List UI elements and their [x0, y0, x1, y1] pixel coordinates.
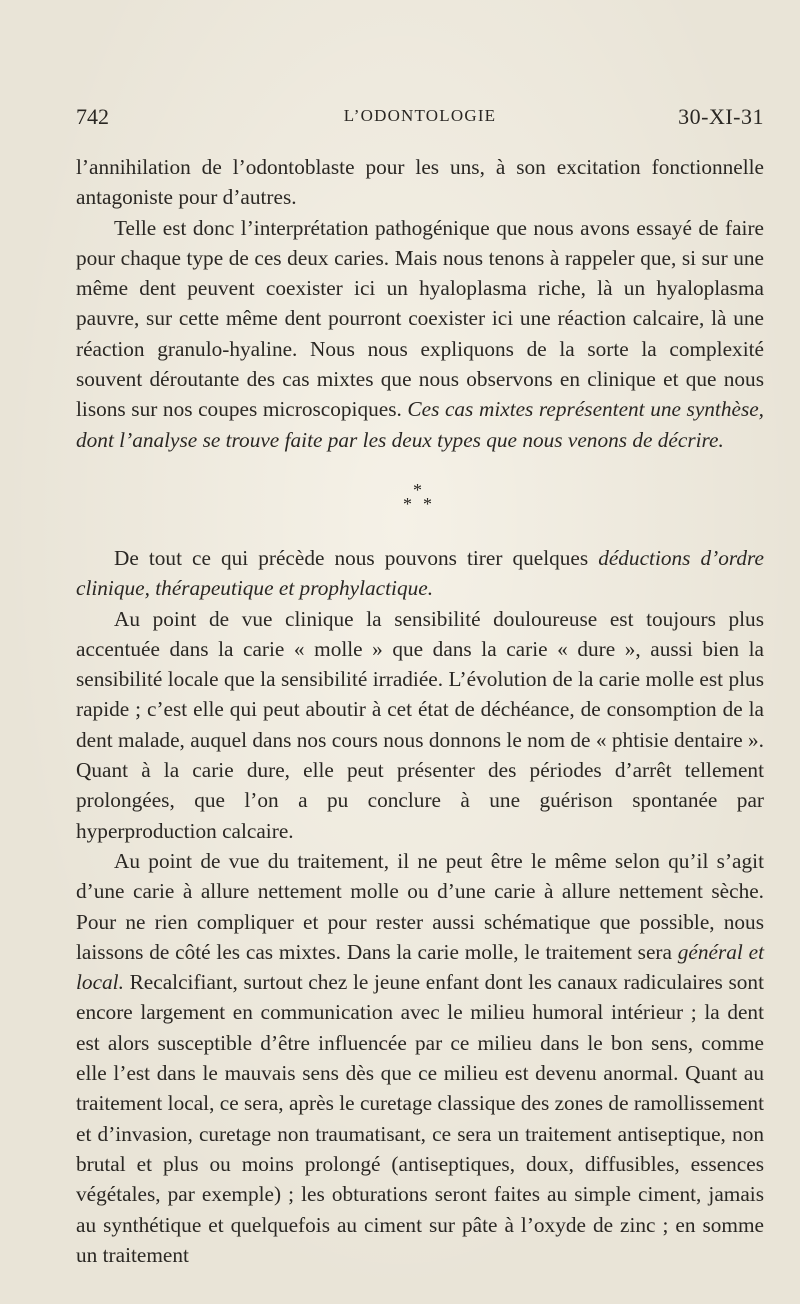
journal-title: L’ODONTOLOGIE — [343, 106, 497, 125]
running-header — [76, 104, 764, 134]
paragraph-interpretation — [76, 213, 764, 455]
paragraph-text: Telle est donc l’interprétation pathogénique que nous avons essayé de faire pour chaque type de ces deux caries. Mais nous tenons à rappeler que, si sur une même dent peuvent coexister ici un hyaloplasma riche, là un hyaloplasma pauvre, sur cette même dent pourront coexister ici une réaction calcaire, là une réaction granulo-hyaline. Nous nous expliquons de la sorte la complexité souvent déroutante des cas mixtes que nous observons en clinique et que nous lisons sur nos coupes microscopiques. — [76, 215, 764, 422]
paragraph-italic-text: général et local. — [76, 939, 764, 995]
body-text — [76, 152, 764, 1270]
paragraph-italic-text: déductions d’ordre clinique, thérapeutique et prophylactique. — [76, 545, 764, 601]
paragraph-italic-text: Ces cas mixtes représentent une synthèse, dont l’analyse se trouve faite par les deux types que nous venons de décrire. — [76, 397, 765, 452]
paragraph-deductions — [76, 543, 764, 604]
paragraph-text: Recalcifiant, surtout chez le jeune enfant dont les canaux radiculaires sont encore largement en communication avec le milieu humoral intérieur ; la dent est alors susceptible d’être influencée par ce milieu dans le bon sens, comme elle l’est dans le mauvais sens dès que ce milieu est devenu anormal. Quant au traitement local, ce sera, après le curetage classique des zones de ramollissement et d’invasion, curetage non traumatisant, ce sera un traitement antiseptique, non brutal et plus ou moins prolongé (antiseptiques, doux, diffusibles, essences végétales, par exemple) ; les obturations seront faites au simple ciment, jamais au synthétique et quelquefois au ciment sur pâte à l’oxyde de zinc ; en somme un traitement — [76, 970, 764, 1267]
paragraph-clinical: Au point de vue clinique la sensibilité douloureuse est toujours plus accentuée dans la carie « molle » que dans la carie « dure », aussi bien la sensibilité locale que la sensibilité irradiée. L’évolution de la carie molle est plus rapide ; c’est elle qui peut aboutir à cet état de déchéance, de consomption de la dent malade, auquel dans nos cours nous donnons le nom de « phtisie dentaire ». Quant à la carie dure, elle peut présenter des périodes d’arrêt tellement prolongées, que l’on a pu conclure à une guérison spontanée par hyperproduction calcaire. — [76, 606, 764, 843]
page-number: 742 — [76, 104, 109, 129]
paragraph-continuation: l’annihilation de l’odontoblaste pour les uns, à son excitation fonctionnelle antagoniste pour d’autres. — [76, 155, 764, 210]
paragraph-text: De tout ce qui précède nous pouvons tirer quelques — [114, 545, 599, 570]
issue-date: 30-XI-31 — [678, 104, 764, 129]
paragraph-treatment — [76, 846, 764, 1270]
paragraph-text: Au point de vue du traitement, il ne peut être le même selon qu’il s’agit d’une carie à allure nettement molle ou d’une carie à allure nettement sèche. Pour ne rien compliquer et pour rester aussi schématique que possible, nous laissons de côté les cas mixtes. Dans la carie molle, le traitement sera — [76, 848, 764, 964]
separator-star: * — [413, 479, 422, 500]
separator-star: * — [403, 493, 412, 514]
section-separator — [76, 455, 764, 543]
separator-star: * — [423, 493, 432, 514]
